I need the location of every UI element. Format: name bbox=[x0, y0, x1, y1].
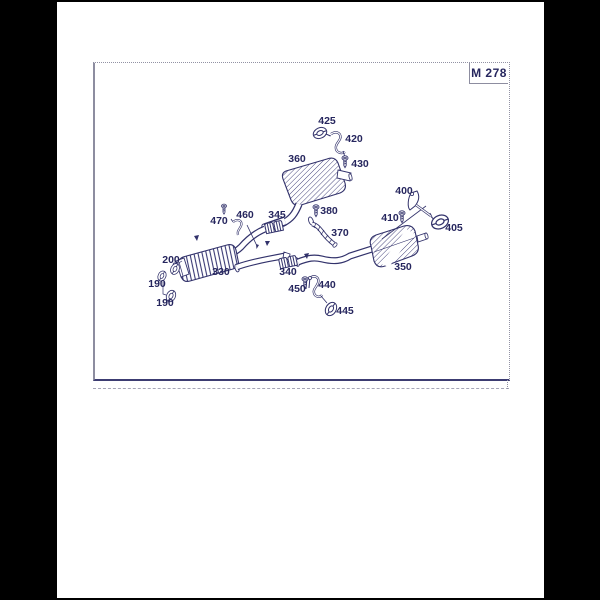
muffler-360-drawing bbox=[282, 158, 352, 205]
screw-380-icon bbox=[313, 205, 319, 217]
part-label-460: 460 bbox=[236, 209, 254, 221]
screw-410-icon bbox=[399, 211, 405, 223]
part-label-425: 425 bbox=[318, 115, 336, 127]
part-label-350: 350 bbox=[394, 261, 412, 273]
part-label-470: 470 bbox=[210, 215, 228, 227]
part-label-340: 340 bbox=[279, 266, 297, 278]
part-label-445: 445 bbox=[336, 305, 354, 317]
part-label-400: 400 bbox=[395, 185, 413, 197]
rubber-mount-425-icon bbox=[311, 125, 328, 140]
right-pipe-drawing bbox=[294, 249, 372, 267]
part-label-430: 430 bbox=[351, 158, 369, 170]
part-label-405: 405 bbox=[445, 222, 463, 234]
part-label-440: 440 bbox=[318, 279, 336, 291]
part-label-370: 370 bbox=[331, 227, 349, 239]
part-label-200: 200 bbox=[162, 254, 180, 266]
part-label-190a: 190 bbox=[148, 278, 166, 290]
part-label-420: 420 bbox=[345, 133, 363, 145]
part-label-345: 345 bbox=[268, 209, 286, 221]
part-label-330: 330 bbox=[212, 266, 230, 278]
screw-430-icon bbox=[342, 156, 348, 168]
part-label-190b: 190 bbox=[156, 297, 174, 309]
part-label-360: 360 bbox=[288, 153, 306, 165]
screw-470-icon bbox=[221, 204, 226, 214]
engine-code-label: M 278 bbox=[471, 66, 507, 80]
part-label-380: 380 bbox=[320, 205, 338, 217]
part-label-450: 450 bbox=[288, 283, 306, 295]
part-label-410: 410 bbox=[381, 212, 399, 224]
hanger-hook-420-icon bbox=[326, 132, 345, 157]
